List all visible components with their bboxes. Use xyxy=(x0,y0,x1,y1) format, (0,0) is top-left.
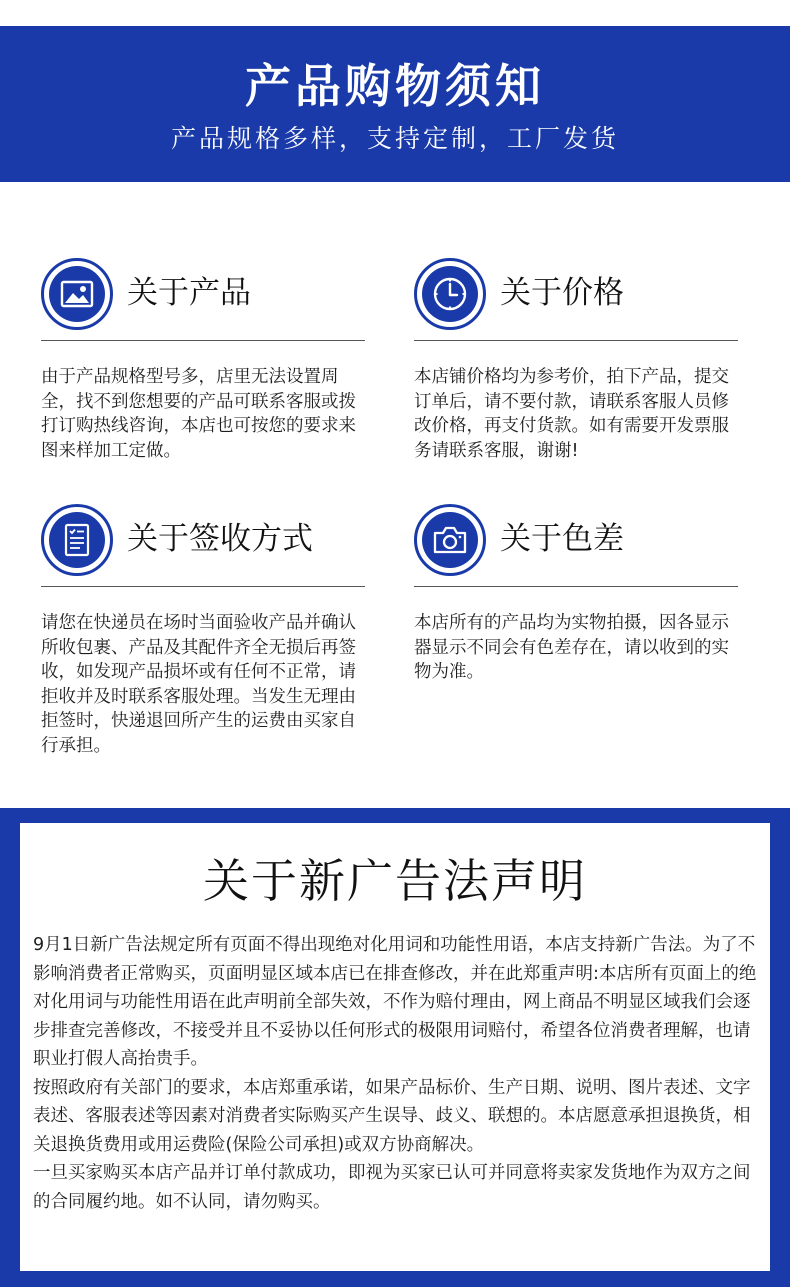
card-header xyxy=(41,258,365,341)
header-banner xyxy=(0,26,790,182)
card-body: 由于产品规格型号多，店里无法设置周全，找不到您想要的产品可联系客服或拨打订购热线咨询，本店也可按您的要求来图来样加工定做。 xyxy=(41,367,356,461)
clock-icon xyxy=(422,266,478,322)
notice-panel xyxy=(20,823,770,1271)
card-header xyxy=(414,504,738,587)
notice-frame xyxy=(0,808,790,1287)
document-icon xyxy=(49,512,105,568)
page-subtitle: 产品规格多样，支持定制，工厂发货 xyxy=(170,124,619,153)
card-body: 本店铺价格均为参考价，拍下产品，提交订单后，请不要付款，请联系客服人员修改价格，再支付货款。如有需要开发票服务请联系客服，谢谢! xyxy=(414,367,729,461)
card-header xyxy=(414,258,738,341)
notice-paragraph: 按照政府有关部门的要求，本店郑重承诺，如果产品标价、生产日期、说明、图片表述、文字表述、客服表述等因素对消费者实际购买产生误导、歧义、联想的。本店愿意承担退换货，相关退换货费用或用运费险(保险公司承担)或双方协商解决。 xyxy=(33,1077,751,1155)
notice-title: 关于新广告法声明 xyxy=(203,854,587,908)
card-body: 本店所有的产品均为实物拍摄，因各显示器显示不同会有色差存在，请以收到的实物为准。 xyxy=(414,613,729,682)
card-icon-badge xyxy=(414,258,486,330)
image-icon xyxy=(49,266,105,322)
info-card-price xyxy=(414,258,738,463)
page-title: 产品购物须知 xyxy=(245,59,545,113)
notice-paragraph: 9月1日新广告法规定所有页面不得出现绝对化用词和功能性用语，本店支持新广告法。为了不影响消费者正常购买，页面明显区域本店已在排查修改，并在此郑重声明:本店所有页面上的绝对化用词与功能性用语在此声明前全部失效，不作为赔付理由，网上商品不明显区域我们会逐步排查完善修改，不接受并且不妥协以任何形式的极限用词赔付，希望各位消费者理解，也请职业打假人高抬贵手。 xyxy=(33,935,757,1069)
info-card-color xyxy=(414,504,738,685)
card-title: 关于签收方式 xyxy=(127,521,313,557)
card-title: 关于色差 xyxy=(500,521,624,557)
card-title: 关于产品 xyxy=(127,275,251,311)
info-card-signing xyxy=(41,504,365,758)
camera-icon xyxy=(422,512,478,568)
card-icon-badge xyxy=(414,504,486,576)
notice-paragraph: 一旦买家购买本店产品并订单付款成功，即视为买家已认可并同意将卖家发货地作为双方之间的合同履约地。如不认同，请勿购买。 xyxy=(33,1163,751,1212)
card-icon-badge xyxy=(41,504,113,576)
card-body: 请您在快递员在场时当面验收产品并确认所收包裹、产品及其配件齐全无损后再签收，如发现产品损坏或有任何不正常，请拒收并及时联系客服处理。当发生无理由拒签时，快递退回所产生的运费由买家自行承担。 xyxy=(41,613,356,756)
info-card-product xyxy=(41,258,365,463)
card-icon-badge xyxy=(41,258,113,330)
card-title: 关于价格 xyxy=(500,275,624,311)
notice-body xyxy=(33,931,759,1216)
card-header xyxy=(41,504,365,587)
